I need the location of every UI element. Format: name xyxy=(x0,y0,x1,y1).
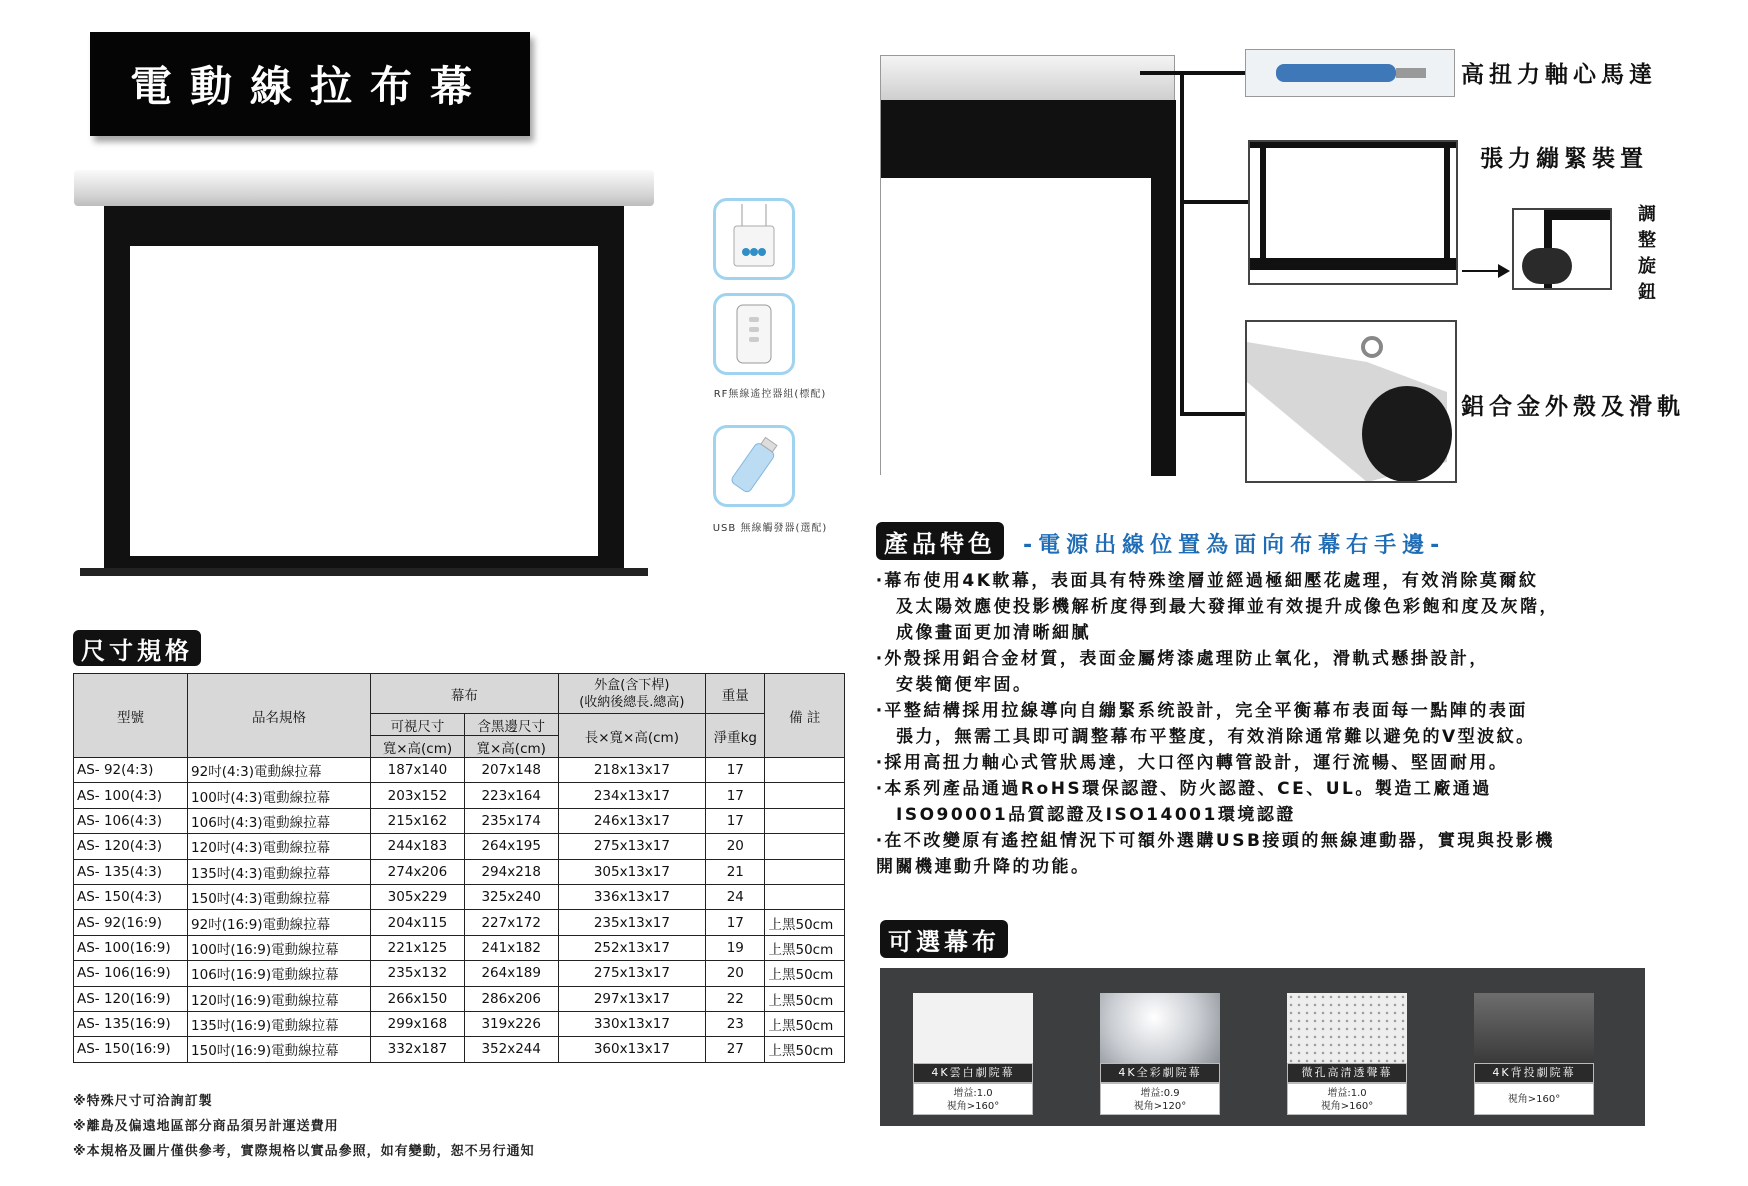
callout-housing: 鋁合金外殼及滑軌 xyxy=(1461,394,1685,420)
fabric-specs xyxy=(1474,1083,1594,1115)
cell-visible: 215x162 xyxy=(371,808,465,833)
header-weight: 重量 xyxy=(706,674,765,714)
cell-casing: 235x13x17 xyxy=(558,910,706,935)
cell-name: 92吋(4:3)電動線拉幕 xyxy=(188,758,371,783)
cell-visible: 332x187 xyxy=(371,1037,465,1062)
features-list xyxy=(876,568,1646,880)
header-casing-sub: (收納後總長.總高) xyxy=(579,694,685,710)
header-casing xyxy=(558,674,706,714)
fabric-specs xyxy=(1287,1083,1407,1115)
fabric-specs xyxy=(913,1083,1033,1115)
feature-line: ‧本系列產品通過RoHS環保認證、防火認證、CE、UL。製造工廠通過 xyxy=(876,779,1492,799)
note-custom-size: ※特殊尺寸可洽詢訂製 xyxy=(73,1094,213,1109)
usb-trigger-icon xyxy=(713,425,795,507)
screen-top-black-border xyxy=(104,206,624,246)
table-row xyxy=(74,910,845,935)
cell-name: 135吋(4:3)電動線拉幕 xyxy=(188,859,371,884)
cell-weight: 20 xyxy=(706,961,765,986)
screen-closeup-image xyxy=(880,55,1175,475)
header-casing-title: 外盒(含下桿) xyxy=(594,677,670,693)
header-weight-unit: 淨重kg xyxy=(706,714,765,758)
cell-weight: 24 xyxy=(706,884,765,909)
cell-remark: 上黑50cm xyxy=(765,910,845,935)
header-model: 型號 xyxy=(74,674,188,758)
feature-line: ‧在不改變原有遙控組情況下可額外選購USB接頭的無線連動器，實現與投影機 xyxy=(876,831,1555,851)
fabric-name: 4K雲白劇院幕 xyxy=(913,1063,1033,1083)
cell-weight: 21 xyxy=(706,859,765,884)
connector-line xyxy=(1180,71,1184,416)
cell-remark: 上黑50cm xyxy=(765,961,845,986)
fabric-option xyxy=(1100,993,1220,1113)
cell-name: 150吋(16:9)電動線拉幕 xyxy=(188,1037,371,1062)
cell-casing: 336x13x17 xyxy=(558,884,706,909)
cell-model: AS- 120(4:3) xyxy=(74,834,188,859)
feature-line: 開關機連動升降的功能。 xyxy=(876,857,1091,877)
cell-casing: 246x13x17 xyxy=(558,808,706,833)
connector-line xyxy=(1180,412,1248,416)
table-row xyxy=(74,884,845,909)
cell-border: 264x189 xyxy=(464,961,558,986)
cell-weight: 27 xyxy=(706,1037,765,1062)
rf-remote-caption: RF無線遙控器組(標配) xyxy=(713,389,827,400)
product-screen-image xyxy=(74,170,654,580)
fabric-option xyxy=(1287,993,1407,1113)
feature-line: 及太陽效應使投影機解析度得到最大發揮並有效提升成像色彩飽和度及灰階， xyxy=(896,597,1559,617)
cell-name: 100吋(16:9)電動線拉幕 xyxy=(188,935,371,960)
aluminum-housing-image xyxy=(1245,320,1457,483)
cell-name: 120吋(4:3)電動線拉幕 xyxy=(188,834,371,859)
cell-border: 241x182 xyxy=(464,935,558,960)
cell-visible: 235x132 xyxy=(371,961,465,986)
cell-name: 106吋(4:3)電動線拉幕 xyxy=(188,808,371,833)
features-section-label: 產品特色 xyxy=(876,522,1004,560)
feature-line: ‧幕布使用4K軟幕，表面具有特殊塗層並經過極細壓花處理，有效消除莫爾紋 xyxy=(876,571,1539,591)
fabric-name: 4K全彩劇院幕 xyxy=(1100,1063,1220,1083)
cell-border: 286x206 xyxy=(464,986,558,1011)
arrow-line xyxy=(1462,270,1500,272)
cell-remark: 上黑50cm xyxy=(765,986,845,1011)
cell-visible: 221x125 xyxy=(371,935,465,960)
cell-name: 100吋(4:3)電動線拉幕 xyxy=(188,783,371,808)
cell-visible: 299x168 xyxy=(371,1011,465,1036)
table-row xyxy=(74,1037,845,1062)
table-row xyxy=(74,1011,845,1036)
fabric-swatch xyxy=(913,993,1033,1063)
cell-model: AS- 120(16:9) xyxy=(74,986,188,1011)
screen-housing xyxy=(74,170,654,206)
cell-model: AS- 100(4:3) xyxy=(74,783,188,808)
fabric-angle: 視角>160° xyxy=(1507,1094,1561,1105)
closeup-surface xyxy=(881,178,1151,476)
callout-knob: 調整旋鈕 xyxy=(1638,204,1656,303)
cell-model: AS- 92(4:3) xyxy=(74,758,188,783)
cell-border: 352x244 xyxy=(464,1037,558,1062)
cell-remark xyxy=(765,783,845,808)
fabric-gain: 增益:1.0 xyxy=(953,1088,993,1099)
cell-weight: 17 xyxy=(706,758,765,783)
cell-name: 150吋(4:3)電動線拉幕 xyxy=(188,884,371,909)
cell-visible: 204x115 xyxy=(371,910,465,935)
cell-border: 264x195 xyxy=(464,834,558,859)
fabric-option xyxy=(1474,993,1594,1113)
header-with-border-unit: 寬×高(cm) xyxy=(464,736,558,758)
feature-line: ‧外殼採用鋁合金材質，表面金屬烤漆處理防止氧化，滑軌式懸掛設計， xyxy=(876,649,1489,669)
feature-line: 安裝簡便牢固。 xyxy=(896,675,1033,695)
cell-weight: 19 xyxy=(706,935,765,960)
cell-casing: 305x13x17 xyxy=(558,859,706,884)
cell-weight: 17 xyxy=(706,910,765,935)
cell-remark xyxy=(765,758,845,783)
feature-line: ‧平整結構採用拉線導向自繃緊系统設計，完全平衡幕布表面每一點陣的表面 xyxy=(876,701,1528,721)
fabric-options-panel xyxy=(880,968,1645,1126)
table-row xyxy=(74,986,845,1011)
screen-surface xyxy=(104,246,624,556)
fabric-specs xyxy=(1100,1083,1220,1115)
header-visible-unit: 寬×高(cm) xyxy=(371,736,465,758)
arrow-right-icon xyxy=(1498,264,1510,278)
cell-name: 120吋(16:9)電動線拉幕 xyxy=(188,986,371,1011)
cell-casing: 218x13x17 xyxy=(558,758,706,783)
table-row xyxy=(74,834,845,859)
fabric-angle: 視角>120° xyxy=(1133,1101,1187,1112)
fabrics-section-label: 可選幕布 xyxy=(880,920,1008,958)
screen-bottom-bar xyxy=(80,568,648,576)
tension-device-image xyxy=(1248,140,1458,285)
fabric-gain: 增益:0.9 xyxy=(1140,1088,1180,1099)
table-row xyxy=(74,961,845,986)
closeup-side-border xyxy=(1151,100,1176,476)
cell-visible: 305x229 xyxy=(371,884,465,909)
cell-weight: 17 xyxy=(706,783,765,808)
cell-model: AS- 150(4:3) xyxy=(74,884,188,909)
spec-section-label: 尺寸規格 xyxy=(73,630,201,666)
feature-line: 成像畫面更加清晰細膩 xyxy=(896,623,1091,643)
fabric-angle: 視角>160° xyxy=(946,1101,1000,1112)
adjust-knob-image xyxy=(1512,208,1612,290)
header-with-border: 含黑邊尺寸 xyxy=(464,714,558,736)
callout-tension: 張力繃緊裝置 xyxy=(1480,146,1648,172)
note-disclaimer: ※本規格及圖片僅供參考，實際規格以實品參照，如有變動，恕不另行通知 xyxy=(73,1144,535,1159)
cell-model: AS- 106(4:3) xyxy=(74,808,188,833)
cell-name: 135吋(16:9)電動線拉幕 xyxy=(188,1011,371,1036)
fabric-name: 微孔高清透聲幕 xyxy=(1287,1063,1407,1083)
cell-casing: 360x13x17 xyxy=(558,1037,706,1062)
fabric-swatch xyxy=(1100,993,1220,1063)
usb-trigger-caption: USB 無線觸發器(選配) xyxy=(712,523,828,534)
cell-model: AS- 106(16:9) xyxy=(74,961,188,986)
cell-weight: 23 xyxy=(706,1011,765,1036)
table-row xyxy=(74,758,845,783)
cell-visible: 187x140 xyxy=(371,758,465,783)
motor-image xyxy=(1245,49,1455,97)
fabric-swatch xyxy=(1287,993,1407,1063)
page-title-banner xyxy=(90,32,530,136)
cell-casing: 275x13x17 xyxy=(558,961,706,986)
page-title: 電動線拉布幕 xyxy=(129,62,490,111)
cell-remark xyxy=(765,808,845,833)
closeup-black-border xyxy=(881,100,1174,178)
cell-name: 106吋(16:9)電動線拉幕 xyxy=(188,961,371,986)
cell-border: 227x172 xyxy=(464,910,558,935)
cell-remark xyxy=(765,884,845,909)
cell-remark xyxy=(765,859,845,884)
cell-remark: 上黑50cm xyxy=(765,935,845,960)
cell-border: 207x148 xyxy=(464,758,558,783)
fabric-angle: 視角>160° xyxy=(1320,1101,1374,1112)
cell-casing: 252x13x17 xyxy=(558,935,706,960)
cell-casing: 234x13x17 xyxy=(558,783,706,808)
rf-remote-icon xyxy=(713,293,795,375)
closeup-housing xyxy=(881,56,1174,100)
cell-casing: 330x13x17 xyxy=(558,1011,706,1036)
header-name: 品名規格 xyxy=(188,674,371,758)
fabric-swatch xyxy=(1474,993,1594,1063)
cell-visible: 244x183 xyxy=(371,834,465,859)
wall-receiver-icon xyxy=(713,198,795,280)
cell-border: 325x240 xyxy=(464,884,558,909)
table-row xyxy=(74,859,845,884)
cell-model: AS- 150(16:9) xyxy=(74,1037,188,1062)
callout-motor: 高扭力軸心馬達 xyxy=(1461,62,1657,88)
cell-model: AS- 100(16:9) xyxy=(74,935,188,960)
connector-line xyxy=(1180,200,1248,204)
table-row xyxy=(74,808,845,833)
fabric-name: 4K背投劇院幕 xyxy=(1474,1063,1594,1083)
features-subtitle: -電源出線位置為面向布幕右手邊- xyxy=(1023,533,1446,558)
cell-casing: 297x13x17 xyxy=(558,986,706,1011)
header-casing-unit: 長×寬×高(cm) xyxy=(558,714,706,758)
fabric-gain: 增益:1.0 xyxy=(1327,1088,1367,1099)
fabric-option xyxy=(913,993,1033,1113)
header-visible: 可視尺寸 xyxy=(371,714,465,736)
cell-border: 319x226 xyxy=(464,1011,558,1036)
cell-model: AS- 92(16:9) xyxy=(74,910,188,935)
cell-casing: 275x13x17 xyxy=(558,834,706,859)
cell-visible: 266x150 xyxy=(371,986,465,1011)
cell-weight: 20 xyxy=(706,834,765,859)
cell-border: 223x164 xyxy=(464,783,558,808)
feature-line: 張力，無需工具即可調整幕布平整度，有效消除通常難以避免的V型波紋。 xyxy=(896,727,1536,747)
cell-weight: 17 xyxy=(706,808,765,833)
cell-remark: 上黑50cm xyxy=(765,1037,845,1062)
cell-border: 294x218 xyxy=(464,859,558,884)
spec-table xyxy=(73,673,845,1063)
feature-line: ISO90001品質認證及ISO14001環境認證 xyxy=(896,805,1296,825)
header-remark: 備 註 xyxy=(765,674,845,758)
table-row xyxy=(74,783,845,808)
cell-border: 235x174 xyxy=(464,808,558,833)
cell-remark xyxy=(765,834,845,859)
note-shipping: ※離島及偏遠地區部分商品須另計運送費用 xyxy=(73,1119,339,1134)
table-row xyxy=(74,935,845,960)
cell-model: AS- 135(4:3) xyxy=(74,859,188,884)
cell-remark: 上黑50cm xyxy=(765,1011,845,1036)
cell-visible: 203x152 xyxy=(371,783,465,808)
header-fabric: 幕布 xyxy=(371,674,559,714)
connector-line xyxy=(1140,71,1245,75)
feature-line: ‧採用高扭力軸心式管狀馬達，大口徑內轉管設計，運行流暢、堅固耐用。 xyxy=(876,753,1509,773)
cell-visible: 274x206 xyxy=(371,859,465,884)
cell-model: AS- 135(16:9) xyxy=(74,1011,188,1036)
cell-name: 92吋(16:9)電動線拉幕 xyxy=(188,910,371,935)
cell-weight: 22 xyxy=(706,986,765,1011)
